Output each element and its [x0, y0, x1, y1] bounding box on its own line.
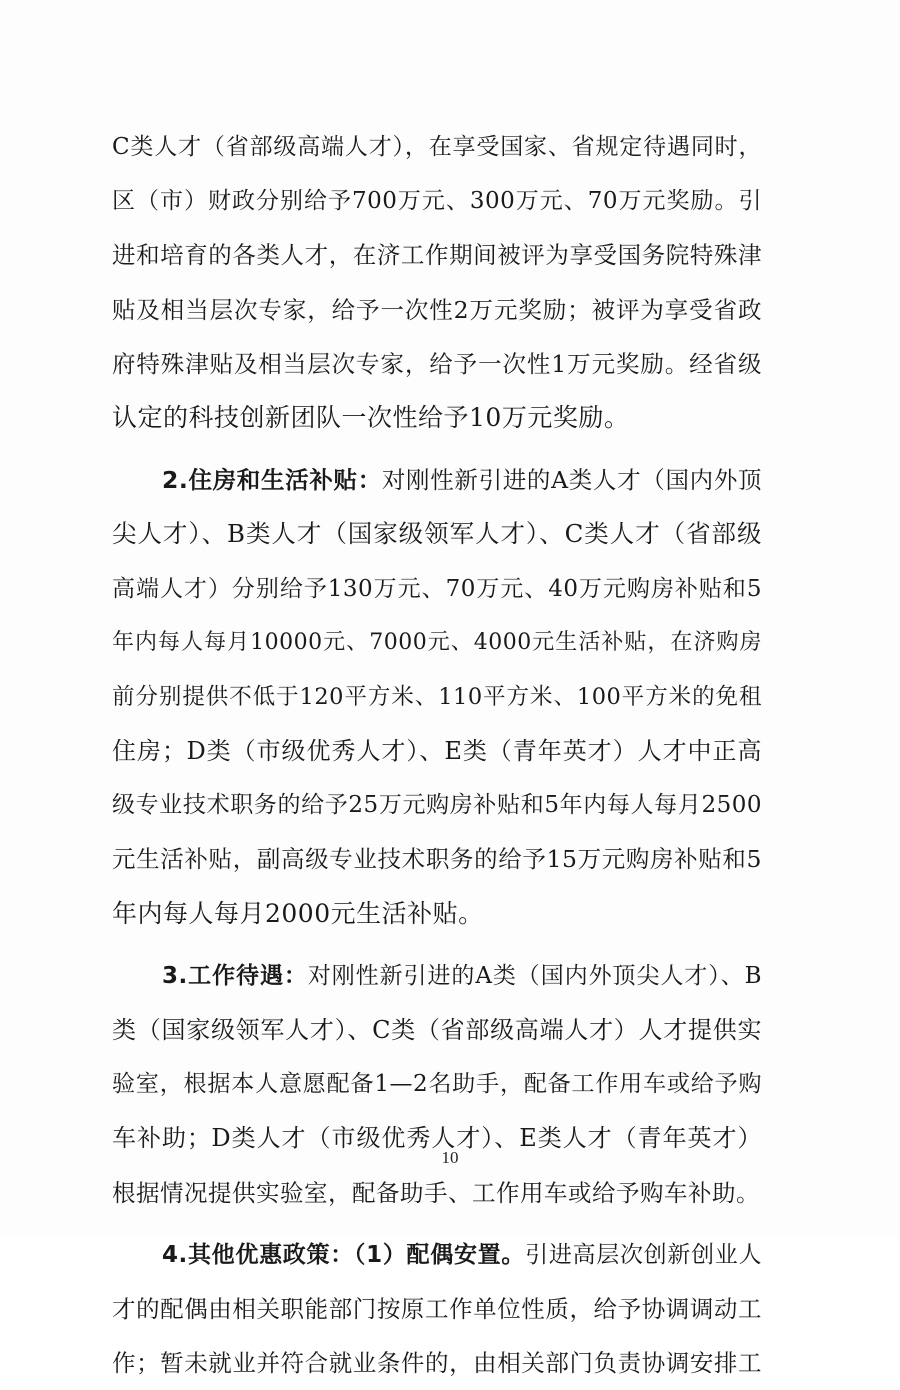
- text-run: 对刚性新引进的A类人才（国内外顶: [381, 466, 762, 495]
- text-line: 进和培育的各类人才，在济工作期间被评为享受国务院特殊津: [112, 241, 762, 270]
- paragraph-award: [112, 120, 762, 445]
- text-line: 级专业技术职务的给予25万元购房补贴和5年内每人每月2500: [112, 792, 762, 819]
- text-line: 类（国家级领军人才）、C类（省部级高端人才）人才提供实: [112, 1016, 762, 1044]
- text-line: 元生活补贴，副高级专业技术职务的给予15万元购房补贴和5: [112, 845, 762, 874]
- section-heading: 2.住房和生活补贴：: [162, 466, 382, 495]
- text-line: 贴及相当层次专家，给予一次性2万元奖励；被评为享受省政: [112, 295, 762, 324]
- text-line: 尖人才）、B类人才（国家级领军人才）、C类人才（省部级: [112, 519, 762, 549]
- text-line: 验室，根据本人意愿配备1—2名助手，配备工作用车或给予购: [112, 1071, 762, 1098]
- text-run: 引进高层次创新创业人: [525, 1241, 762, 1268]
- text-line: 前分别提供不低于120平方米、110平方米、100平方米的免租: [112, 683, 762, 710]
- page-number: 10: [441, 1148, 459, 1167]
- text-line: 才的配偶由相关职能部门按原工作单位性质，给予协调调动工: [112, 1294, 762, 1323]
- text-line: 区（市）财政分别给予700万元、300万元、70万元奖励。引: [112, 188, 762, 215]
- section-subheading: （1）配偶安置。: [353, 1241, 526, 1268]
- section-heading: 4.其他优惠政策：: [162, 1241, 354, 1268]
- text-line: 认定的科技创新团队一次性给予10万元奖励。: [112, 402, 630, 432]
- text-line: 年内每人每月10000元、7000元、4000元生活补贴，在济购房: [112, 629, 762, 655]
- paragraph-work-benefits: [112, 949, 762, 1220]
- text-line: 车补助；D类人才（市级优秀人才）、E类人才（青年英才）: [112, 1124, 762, 1153]
- text-line: [112, 1228, 762, 1282]
- text-line: 作；暂未就业并符合就业条件的，由相关部门负责协调安排工: [112, 1349, 762, 1378]
- text-line: 年内每人每月2000元生活补贴。: [112, 898, 484, 928]
- text-line: 府特殊津贴及相当层次专家，给予一次性1万元奖励。经省级: [112, 349, 762, 378]
- text-line: C类人才（省部级高端人才），在享受国家、省规定待遇同时，: [112, 134, 762, 160]
- paragraph-other-policies: [112, 1228, 762, 1390]
- text-line: [112, 453, 762, 507]
- document-body: [112, 120, 762, 1390]
- text-line: [112, 949, 762, 1003]
- text-run: 对刚性新引进的A类（国内外顶尖人才）、B: [307, 962, 762, 989]
- text-line: 住房；D类（市级优秀人才）、E类（青年英才）人才中正高: [112, 737, 762, 766]
- section-heading: 3.工作待遇：: [162, 962, 308, 989]
- text-line: 高端人才）分别给予130万元、70万元、40万元购房补贴和5: [112, 575, 762, 602]
- text-line: 根据情况提供实验室，配备助手、工作用车或给予购车补助。: [112, 1178, 760, 1207]
- paragraph-housing-subsidy: [112, 453, 762, 941]
